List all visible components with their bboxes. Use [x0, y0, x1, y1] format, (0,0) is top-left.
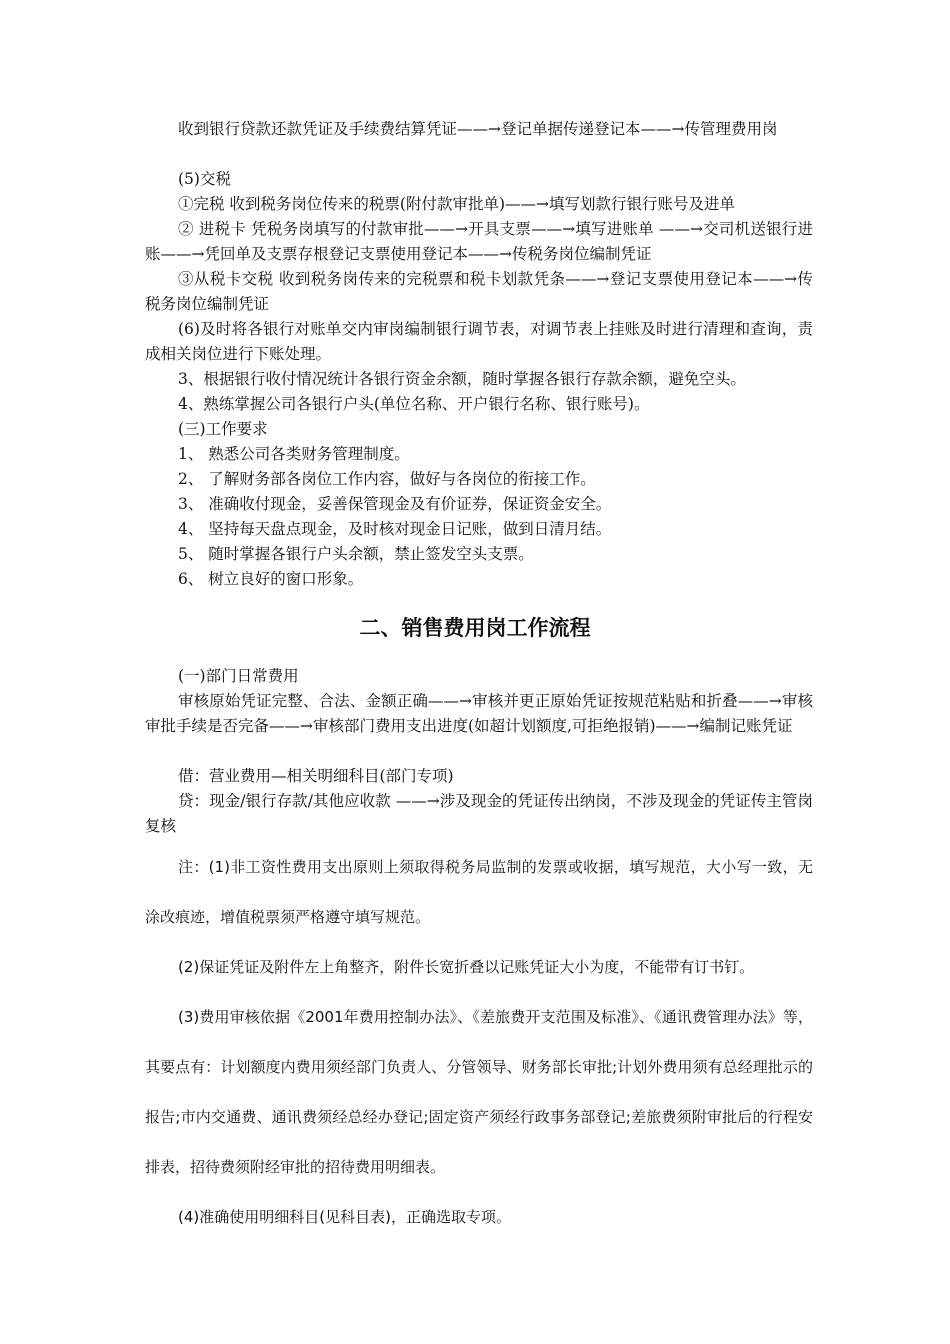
requirement-item: 1、 熟悉公司各类财务管理制度。: [178, 445, 410, 463]
note-invoice-rules: 注：(1)非工资性费用支出原则上须取得税务局监制的发票或收据，填写规范，大小写一致，无涂改痕迹，增值税票须严格遵守填写规范。: [145, 858, 813, 926]
note-voucher-alignment: (2)保证凭证及附件左上角整齐，附件长宽折叠以记账凭证大小为度，不能带有订书钉。: [178, 958, 755, 976]
paragraph-credit-entry: 贷：现金/银行存款/其他应收款 ——→涉及现金的凭证传出纳岗，不涉及现金的凭证传主管岗复核: [145, 792, 813, 835]
requirement-item: 4、 坚持每天盘点现金，及时核对现金日记账，做到日清月结。: [178, 520, 612, 538]
paragraph-tax-card: ② 进税卡 凭税务岗填写的付款审批——→开具支票——→填写进账单 ——→交司机送银行进账——→凭回单及支票存根登记支票使用登记本——→传税务岗位编制凭证: [145, 220, 813, 263]
requirement-item: 2、 了解财务部各岗位工作内容，做好与各岗位的衔接工作。: [178, 470, 596, 488]
section-title: 二、销售费用岗工作流程: [359, 616, 591, 640]
paragraph-debit-entry: 借：营业费用—相关明细科目(部门专项): [178, 767, 454, 785]
requirement-item: 3、 准确收付现金，妥善保管现金及有价证券，保证资金安全。: [178, 495, 612, 513]
requirement-item: 6、 树立良好的窗口形象。: [178, 570, 364, 588]
paragraph-bank-balance: 3、根据银行收付情况统计各银行资金余额，随时掌握各银行存款余额，避免空头。: [178, 370, 746, 388]
note-subject-usage: (4)准确使用明细科目(见科目表)，正确选取专项。: [178, 1208, 511, 1226]
heading-pay-tax: (5)交税: [178, 170, 231, 188]
paragraph-bank-accounts: 4、熟练掌握公司各银行户头(单位名称、开户银行名称、银行账号)。: [178, 395, 650, 413]
paragraph-audit-flow: 审核原始凭证完整、合法、金额正确——→审核并更正原始凭证按规范粘贴和折叠——→审核审批手续是否完备——→审核部门费用支出进度(如超计划额度,可拒绝报销)——→编制记账凭证: [145, 692, 813, 735]
paragraph-tax-complete: ①完税 收到税务岗位传来的税票(附付款审批单)——→填写划款行银行账号及进单: [178, 195, 736, 213]
requirement-item: 5、 随时掌握各银行户头余额，禁止签发空头支票。: [178, 545, 534, 563]
paragraph-bank-reconciliation: (6)及时将各银行对账单交内审岗编制银行调节表，对调节表上挂账及时进行清理和查询，责成相关岗位进行下账处理。: [145, 320, 813, 363]
heading-dept-expenses: (一)部门日常费用: [178, 667, 299, 685]
paragraph-loan-receipt: 收到银行贷款还款凭证及手续费结算凭证——→登记单据传递登记本——→传管理费用岗: [178, 120, 778, 138]
note-audit-basis: (3)费用审核依据《2001年费用控制办法》、《差旅费开支范围及标准》、《通讯费管理办法》等，其要点有：计划额度内费用须经部门负责人、分管领导、财务部长审批;计划外费用须有总经理批示的报告;市内交通费、通讯费须经总经办登记;固定资产须经行政事务部登记;差旅费须附审批后的行程安排表，招待费须附经审批的招待费用明细表。: [145, 1008, 813, 1176]
heading-work-requirements: (三)工作要求: [178, 420, 268, 438]
paragraph-tax-from-card: ③从税卡交税 收到税务岗传来的完税票和税卡划款凭条——→登记支票使用登记本——→传税务岗位编制凭证: [145, 270, 813, 313]
